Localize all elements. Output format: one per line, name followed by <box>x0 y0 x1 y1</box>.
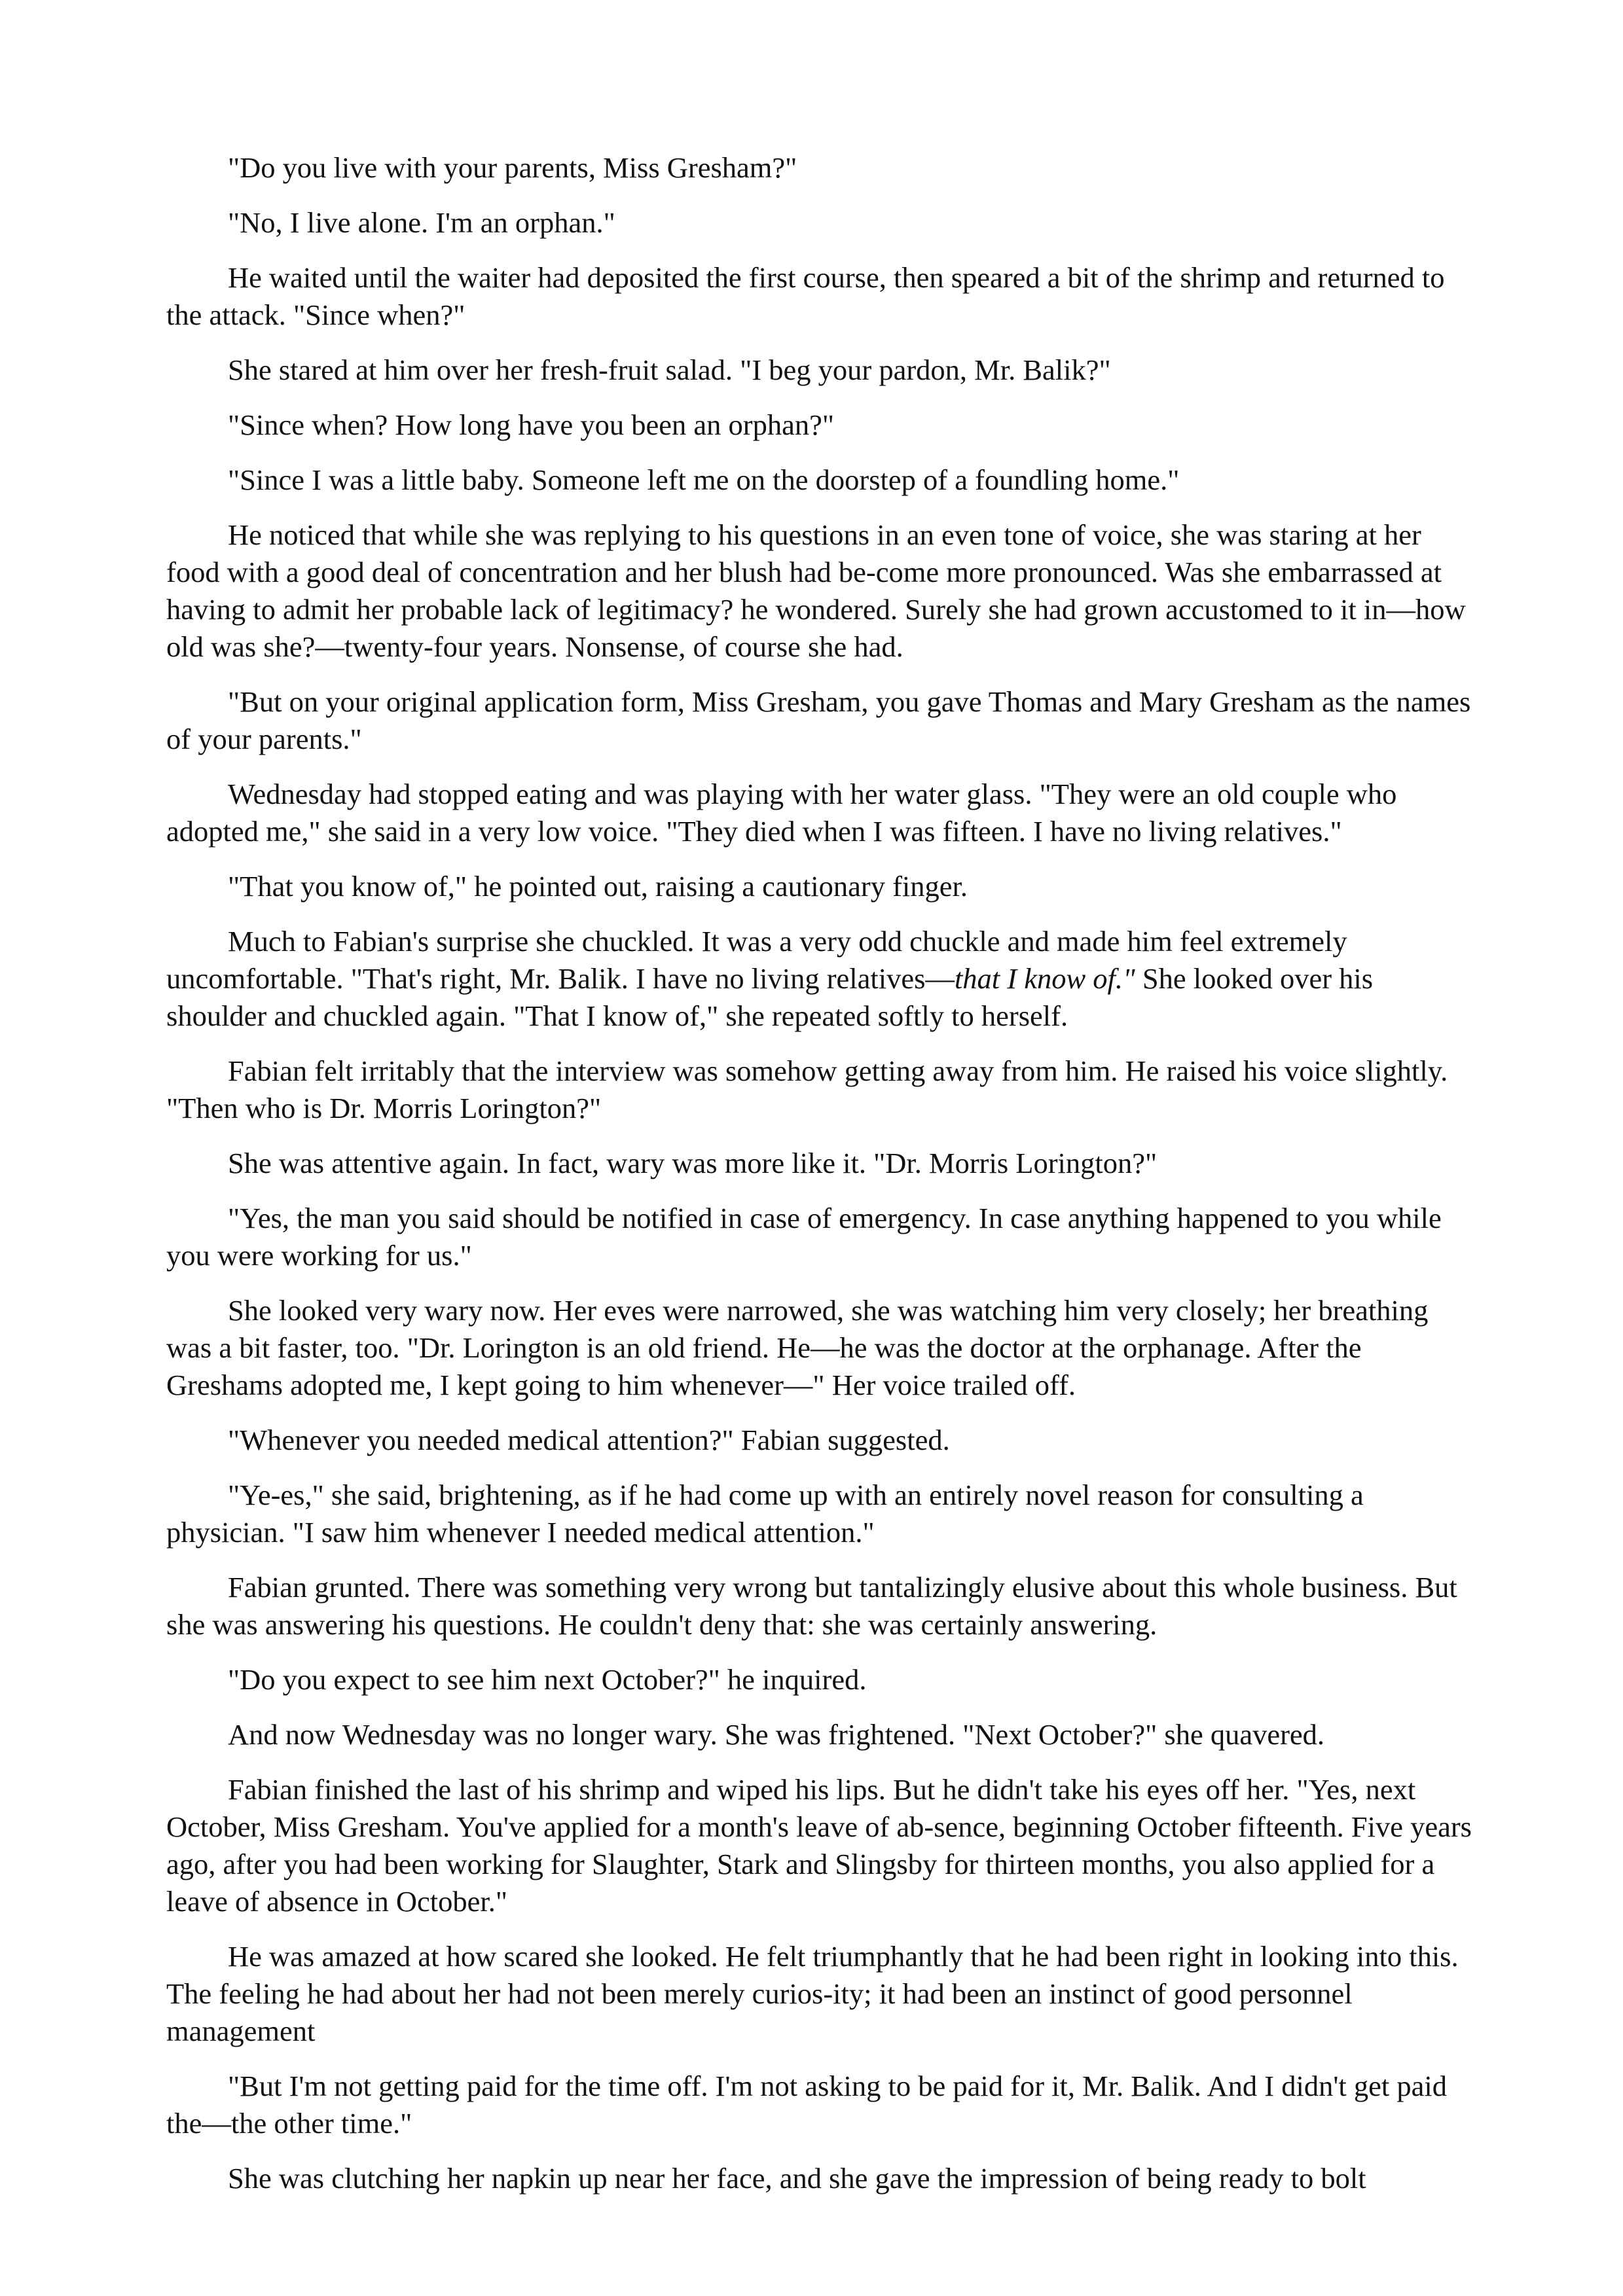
paragraph <box>166 351 1473 389</box>
paragraph-text: "Yes, the man you said should be notified in case of emergency. In case anything happened to you while you were working for us." <box>166 1202 1442 1272</box>
paragraph-text: Fabian finished the last of his shrimp and wiped his lips. But he didn't take his eyes off her. "Yes, next October, Miss Gresham. You've applied for a month's leave of ab-sence, beginning October fifteenth. Five years ago, after you had been working for Slaughter, Stark and Slingsby for thirteen months, you also applied for a leave of absence in October." <box>166 1773 1472 1918</box>
paragraph-text: And now Wednesday was no longer wary. She was frightened. "Next October?" she quavered. <box>228 1718 1325 1751</box>
paragraph <box>166 1052 1473 1127</box>
paragraph-text: She was attentive again. In fact, wary was more like it. "Dr. Morris Lorington?" <box>228 1147 1158 1179</box>
paragraph <box>166 1477 1473 1551</box>
paragraph-text: She was clutching her napkin up near her face, and she gave the impression of being ready to bolt <box>228 2162 1366 2195</box>
paragraph <box>166 1200 1473 1274</box>
paragraph-text: "But I'm not getting paid for the time off. I'm not asking to be paid for it, Mr. Balik. And I didn't get paid the—the other time." <box>166 2070 1447 2140</box>
paragraph <box>166 1569 1473 1643</box>
paragraph-text: "Do you live with your parents, Miss Gresham?" <box>228 151 797 184</box>
paragraph <box>166 1422 1473 1459</box>
paragraph-text: "But on your original application form, Miss Gresham, you gave Thomas and Mary Gresham as the names of your parents." <box>166 685 1471 755</box>
paragraph <box>166 1716 1473 1753</box>
paragraph <box>166 923 1473 1035</box>
paragraph-text: Wednesday had stopped eating and was playing with her water glass. "They were an old couple who adopted me," she said in a very low voice. "They died when I was fifteen. I have no living relatives." <box>166 778 1397 848</box>
paragraph-text: Much to Fabian's surprise she chuckled. It was a very odd chuckle and made him feel extremely uncomfortable. "That's right, Mr. Balik. I have no living relatives— <box>166 925 1347 995</box>
paragraph-text: "Since when? How long have you been an orphan?" <box>228 408 835 441</box>
paragraph <box>166 1661 1473 1698</box>
paragraph-text: "Since I was a little baby. Someone left me on the doorstep of a foundling home." <box>228 463 1180 496</box>
paragraph <box>166 461 1473 499</box>
paragraph-text: He noticed that while she was replying to his questions in an even tone of voice, she was staring at her food with a good deal of concentration and her blush had be-come more pronounced. Was she embarrassed at having to admit her probable lack of legitimacy? he wondered. Surely she had grown accustomed to it in—how old was she?—twenty-four years. Nonsense, of course she had. <box>166 518 1466 663</box>
paragraph <box>166 1145 1473 1182</box>
paragraph <box>166 2068 1473 2142</box>
paragraph <box>166 204 1473 242</box>
paragraph <box>166 683 1473 758</box>
body-text <box>166 149 1473 2215</box>
paragraph <box>166 516 1473 666</box>
italic-text: that I know of." <box>954 962 1135 995</box>
paragraph-text: "Whenever you needed medical attention?" Fabian suggested. <box>228 1424 950 1456</box>
paragraph-text: She stared at him over her fresh-fruit salad. "I beg your pardon, Mr. Balik?" <box>228 353 1111 386</box>
paragraph <box>166 406 1473 444</box>
paragraph-text: "No, I live alone. I'm an orphan." <box>228 206 615 239</box>
paragraph-text: Fabian grunted. There was something very wrong but tantalizingly elusive about this whole business. But she was answering his questions. He couldn't deny that: she was certainly answering. <box>166 1571 1457 1641</box>
paragraph-text: He waited until the waiter had deposited the first course, then speared a bit of the shrimp and returned to the attack. "Since when?" <box>166 261 1445 331</box>
paragraph-text: "Ye-es," she said, brightening, as if he had come up with an entirely novel reason for consulting a physician. "I saw him whenever I needed medical attention." <box>166 1479 1364 1549</box>
paragraph <box>166 776 1473 850</box>
paragraph-text: She looked over his shoulder and chuckled again. "That I know of," she repeated softly to herself. <box>166 962 1374 1032</box>
paragraph <box>166 2160 1473 2197</box>
paragraph-text: Fabian felt irritably that the interview was somehow getting away from him. He raised his voice slightly. "Then who is Dr. Morris Lorington?" <box>166 1054 1448 1124</box>
paragraph <box>166 259 1473 334</box>
paragraph <box>166 1292 1473 1404</box>
paragraph <box>166 868 1473 905</box>
paragraph-text: "That you know of," he pointed out, raising a cautionary finger. <box>228 870 968 903</box>
paragraph <box>166 149 1473 187</box>
paragraph <box>166 1938 1473 2050</box>
paragraph-text: She looked very wary now. Her eves were narrowed, she was watching him very closely; her breathing was a bit faster, too. "Dr. Lorington is an old friend. He—he was the doctor at the orphanage. After the Greshams adopted me, I kept going to him whenever—" Her voice trailed off. <box>166 1294 1429 1401</box>
paragraph-text: "Do you expect to see him next October?" he inquired. <box>228 1663 867 1696</box>
paragraph-text: He was amazed at how scared she looked. He felt triumphantly that he had been right in looking into this. The feeling he had about her had not been merely curios-ity; it had been an instinct of good personnel management <box>166 1940 1459 2047</box>
paragraph <box>166 1771 1473 1920</box>
